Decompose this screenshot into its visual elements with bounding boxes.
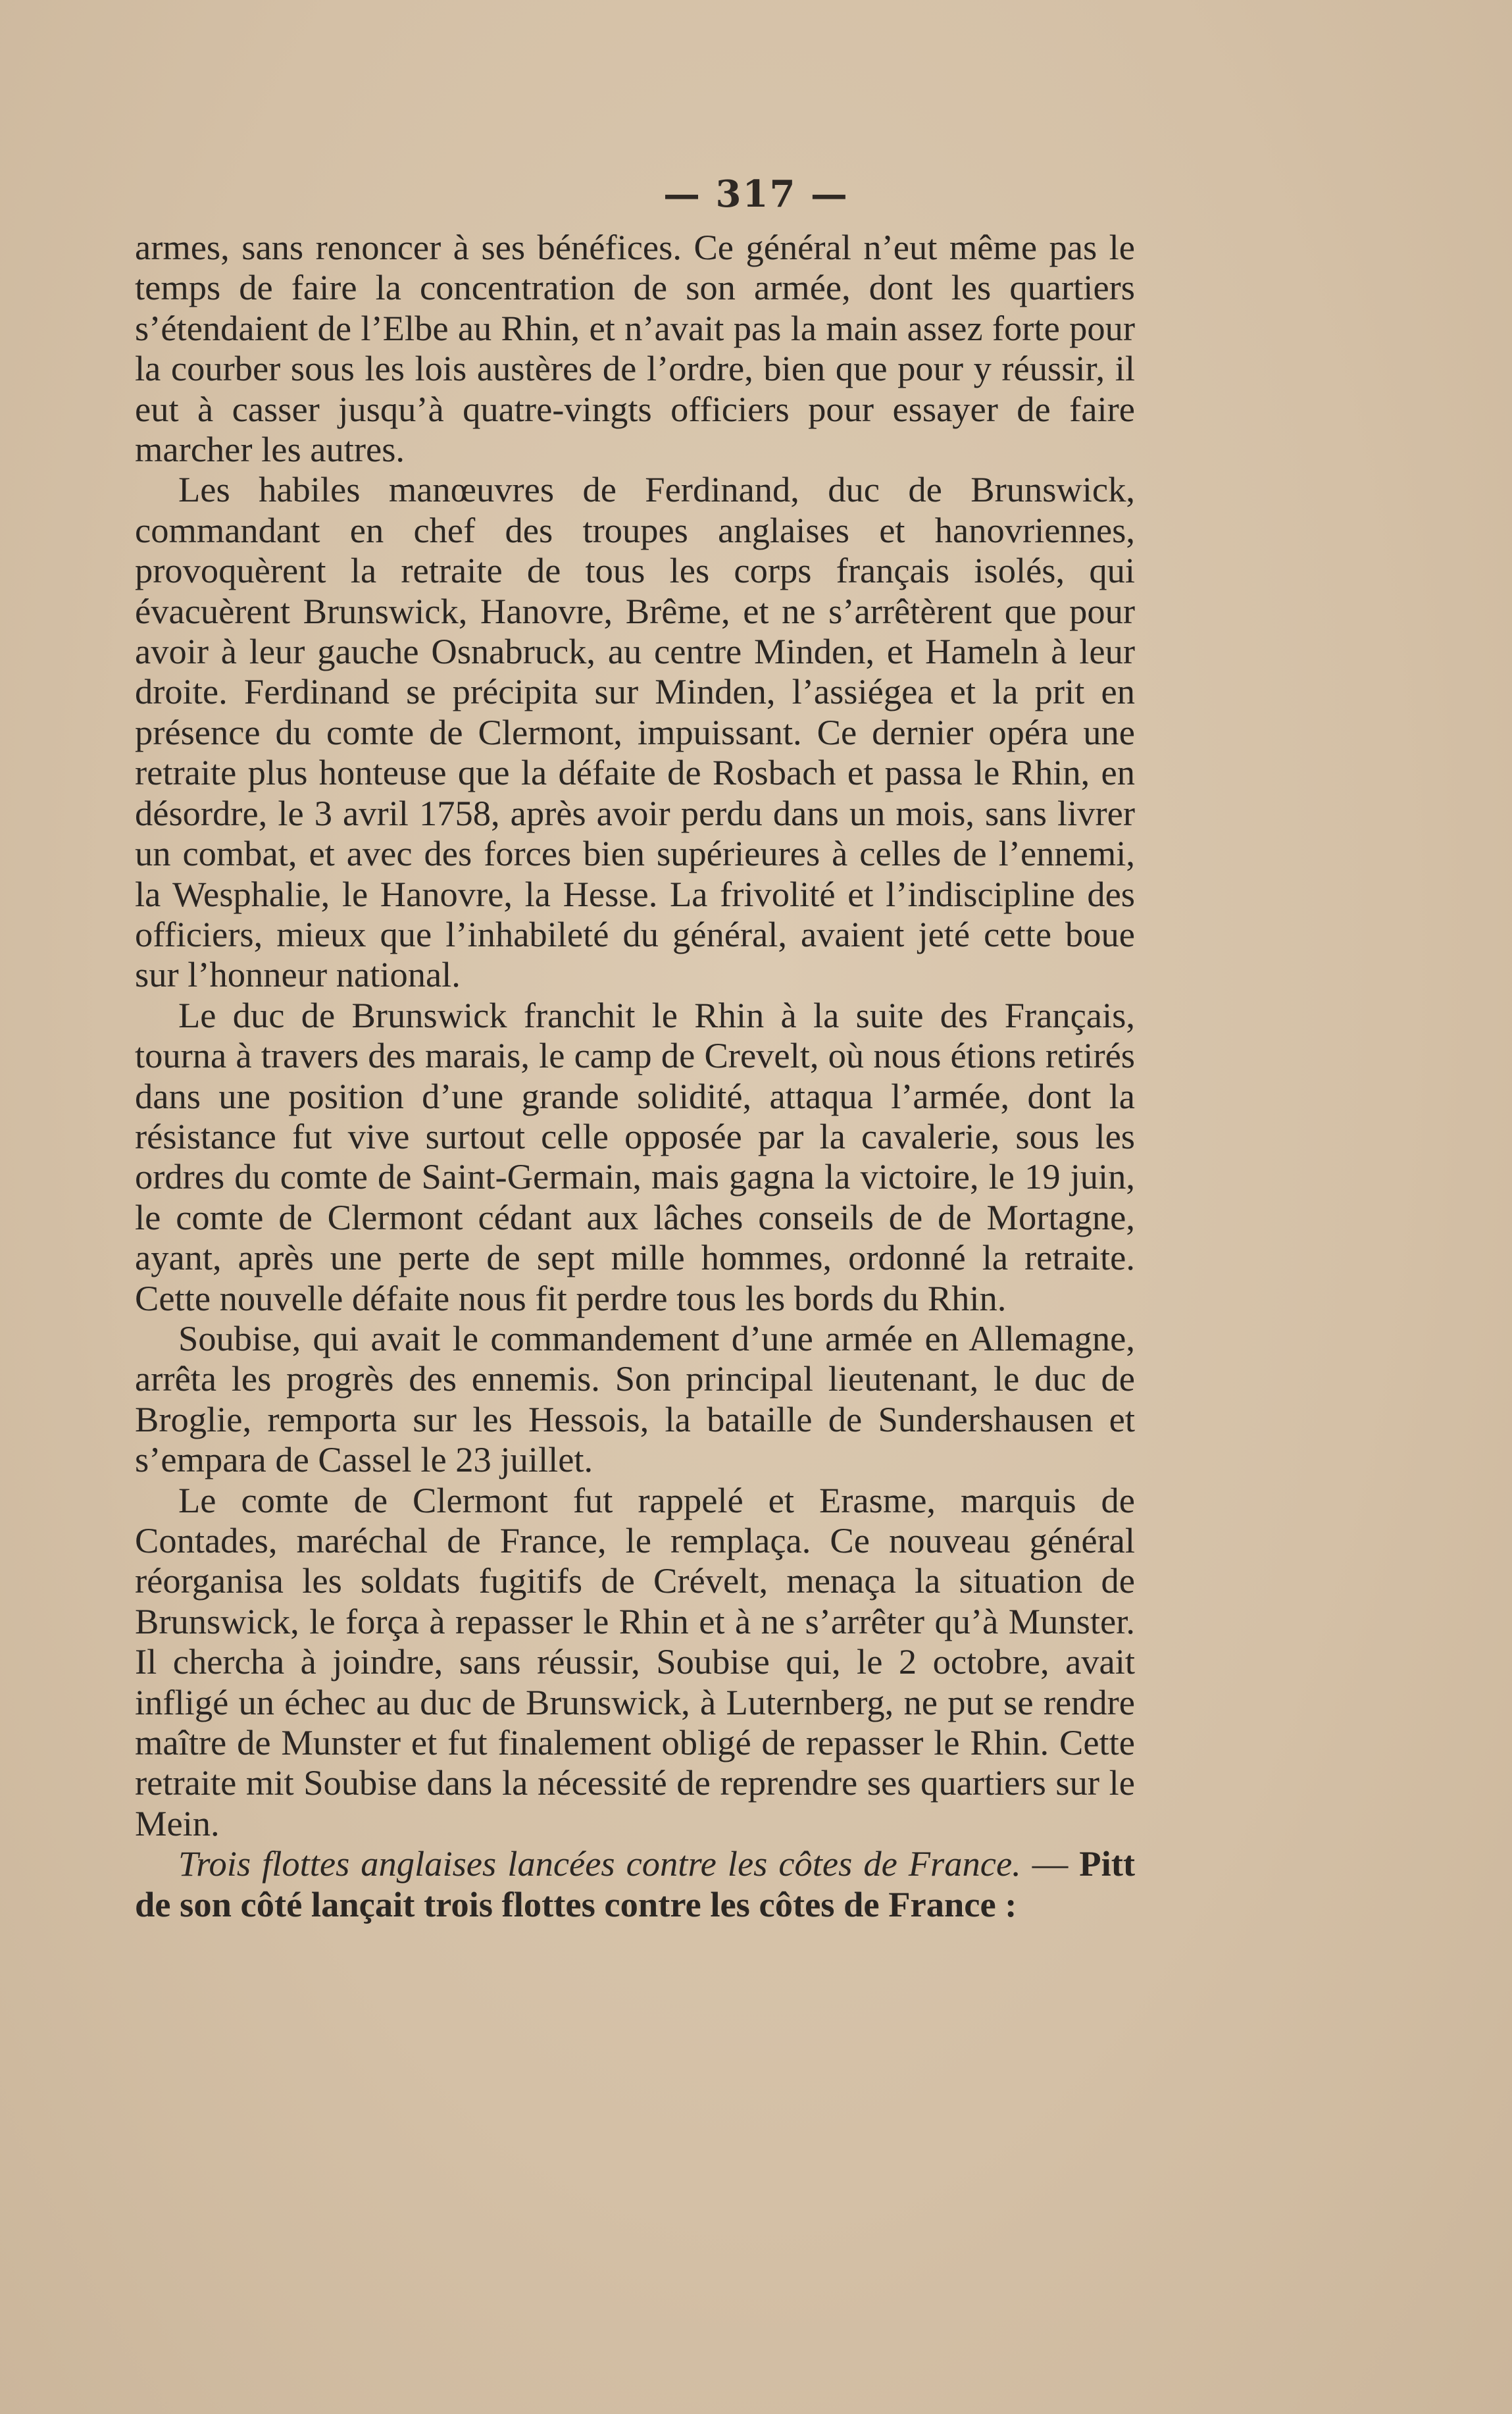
paragraph: Le comte de Clermont fut rappelé et Erasme, marquis de Contades, maréchal de France, le remplaça. Ce nouveau général réorganisa les soldats fugitifs de Crévelt, menaça la situation de Brunswick, le força à repasser le Rhin et à ne s’arrêter qu’à Munster. Il chercha à joindre, sans réussir, Soubise qui, le 2 octobre, avait infligé un échec au duc de Brunswick, à Luternberg, ne put se rendre maître de Munster et fut finalement obligé de repasser le Rhin. Cette retraite mit Soubise dans la nécessité de reprendre ses quartiers sur le Mein. [135, 1479, 1135, 1843]
section-paragraph [135, 1843, 1135, 1924]
section-heading: Trois flottes anglaises lancées contre les côtes de France. [178, 1843, 1021, 1884]
paragraph: Les habiles manœuvres de Ferdinand, duc de Brunswick, commandant en chef des troupes anglaises et hanovriennes, provoquèrent la retraite de tous les corps français isolés, qui évacuèrent Brunswick, Hanovre, Brême, et ne s’arrêtèrent que pour avoir à leur gauche Osnabruck, au centre Minden, et Hameln à leur droite. Ferdinand se précipita sur Minden, l’assiégea et la prit en présence du comte de Clermont, impuissant. Ce dernier opéra une retraite plus honteuse que la défaite de Rosbach et passa le Rhin, en désordre, le 3 avril 1758, après avoir perdu dans un mois, sans livrer un combat, et avec des forces bien supérieures à celles de l’ennemi, la Wesphalie, le Hanovre, la Hesse. La frivolité et l’indiscipline des officiers, mieux que l’inhabileté du général, avaient jeté cette boue sur l’honneur national. [135, 469, 1135, 995]
page-number: — 317 — [663, 172, 849, 216]
section-text: Pitt de son côté lançait trois flottes contre les côtes de France : [135, 1843, 1136, 1924]
body-text [135, 227, 1135, 1924]
paragraph: Le duc de Brunswick franchit le Rhin à la suite des Français, tourna à travers des marais, le camp de Crevelt, où nous étions retirés dans une position d’une grande solidité, attaqua l’armée, dont la résistance fut vive surtout celle opposée par la cavalerie, sous les ordres du comte de Saint-Germain, mais gagna la victoire, le 19 juin, le comte de Clermont cédant aux lâches conseils de de Mortagne, ayant, après une perte de sept mille hommes, ordonné la retraite. Cette nouvelle défaite nous fit perdre tous les bords du Rhin. [135, 994, 1135, 1318]
paragraph: armes, sans renoncer à ses bénéfices. Ce général n’eut même pas le temps de faire la concentration de son armée, dont les quartiers s’étendaient de l’Elbe au Rhin, et n’avait pas la main assez forte pour la courber sous les lois austères de l’ordre, bien que pour y réussir, il eut à casser jusqu’à quatre-vingts officiers pour essayer de faire marcher les autres. [135, 227, 1135, 470]
paragraph: Soubise, qui avait le commandement d’une armée en Allemagne, arrêta les progrès des ennemis. Son principal lieutenant, le duc de Broglie, remporta sur les Hessois, la bataille de Sundershausen et s’empara de Cassel le 23 juillet. [135, 1318, 1135, 1480]
section-dash: — [1021, 1843, 1069, 1884]
